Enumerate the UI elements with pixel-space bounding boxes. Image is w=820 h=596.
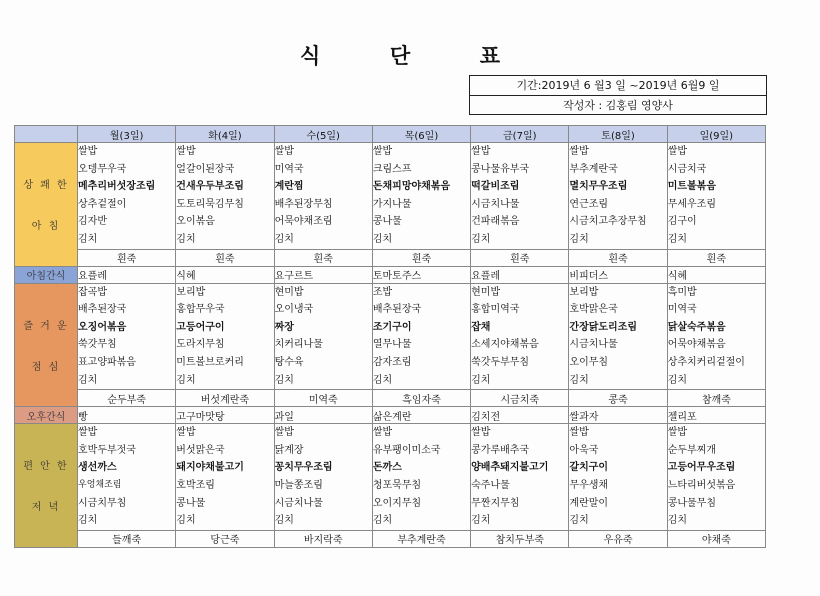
menu-item: 크림스프 xyxy=(372,163,412,175)
menu-item: 무우생채 xyxy=(569,479,609,491)
menu-item: 시금치고추장무침 xyxy=(569,216,647,228)
menu-item: 미역국 xyxy=(274,163,304,175)
snack-item: 김치전 xyxy=(471,407,569,424)
snack-item: 삶은계란 xyxy=(372,407,470,424)
menu-item: 배추된장무침 xyxy=(274,198,333,210)
porridge-item: 콩죽 xyxy=(569,390,667,407)
menu-item: 쌀밥 xyxy=(274,146,294,157)
menu-item: 호박맑은국 xyxy=(569,304,618,316)
menu-item: 콩나물무침 xyxy=(667,497,716,509)
menu-item: 쌀밥 xyxy=(471,427,491,439)
menu-item: 보리밥 xyxy=(176,286,206,298)
menu-item: 소세지야채볶음 xyxy=(471,339,539,351)
menu-item: 계란말이 xyxy=(569,497,609,509)
menu-item: 느타리버섯볶음 xyxy=(667,479,736,491)
menu-item: 어묵야채볶음 xyxy=(667,339,726,351)
dinner-day-cell xyxy=(176,424,274,531)
menu-item: 김치 xyxy=(471,374,491,386)
menu-item: 홍합무우국 xyxy=(176,304,225,316)
menu-item: 시금치무침 xyxy=(78,497,127,509)
snack-item: 식혜 xyxy=(176,266,274,283)
menu-item: 조밥 xyxy=(372,286,393,298)
snack-item: 토마토주스 xyxy=(372,266,470,283)
snack-item: 요플레 xyxy=(471,266,569,283)
porridge-item: 시금치죽 xyxy=(471,390,569,407)
dinner-label-line: 편 안 한 xyxy=(23,461,69,473)
menu-item: 감자조림 xyxy=(372,356,412,368)
menu-item: 호박두부젓국 xyxy=(78,444,136,456)
breakfast-row xyxy=(15,143,766,250)
porridge-item: 흰죽 xyxy=(78,249,176,266)
porridge-item: 참치두부죽 xyxy=(471,530,569,547)
menu-item: 우엉채조림 xyxy=(78,479,122,490)
menu-item: 쌀밥 xyxy=(372,146,393,157)
menu-item: 오뎅무우국 xyxy=(78,163,127,175)
morning-snack-label: 아침간식 xyxy=(15,266,78,283)
lunch-label-line: 점 심 xyxy=(31,361,61,373)
menu-item: 김치 xyxy=(176,233,196,245)
menu-item: 버섯맑은국 xyxy=(176,444,225,456)
menu-item: 쌀밥 xyxy=(78,427,98,439)
menu-item: 무세우조림 xyxy=(667,198,716,210)
menu-item: 쑥갓두부무침 xyxy=(471,356,530,368)
lunch-day-cell xyxy=(78,283,176,390)
menu-item: 김치 xyxy=(372,233,393,245)
menu-item: 시금치국 xyxy=(667,163,707,175)
dinner-day-cell xyxy=(78,424,176,531)
breakfast-label-text xyxy=(15,176,77,232)
menu-item: 쌀밥 xyxy=(667,427,688,439)
header-corner xyxy=(15,126,78,143)
menu-item: 돼지야채불고기 xyxy=(176,462,244,474)
dinner-day-cell xyxy=(274,424,372,531)
day-header: 월(3일) xyxy=(78,126,176,143)
porridge-item: 순두부죽 xyxy=(78,390,176,407)
menu-item: 쌀밥 xyxy=(569,146,589,157)
day-header: 일(9일) xyxy=(667,126,765,143)
snack-item: 식혜 xyxy=(667,266,765,283)
menu-item: 현미밥 xyxy=(471,286,501,298)
menu-item: 가지나물 xyxy=(372,198,412,210)
meal-table xyxy=(14,125,766,548)
menu-item: 김치 xyxy=(176,515,196,527)
period-text: 기간:2019년 6 월3 일 ~2019년 6월9 일 xyxy=(516,79,720,92)
menu-item: 쑥갓무침 xyxy=(78,339,117,351)
menu-item: 어묵야채조림 xyxy=(274,216,333,228)
breakfast-porridge-row xyxy=(15,249,766,266)
lunch-label-text xyxy=(15,317,77,373)
snack-item: 젤리포 xyxy=(667,407,765,424)
menu-item: 김치 xyxy=(372,374,393,386)
breakfast-label-line: 아 침 xyxy=(31,221,61,233)
menu-item: 콩나물 xyxy=(176,497,206,509)
menu-item: 오이볶음 xyxy=(176,216,215,228)
menu-item: 부추계란국 xyxy=(569,163,618,175)
porridge-item: 흰죽 xyxy=(471,249,569,266)
snack-item: 고구마맛탕 xyxy=(176,407,274,424)
breakfast-day-cell xyxy=(569,143,667,250)
porridge-item: 바지락죽 xyxy=(274,530,372,547)
menu-item: 탕수육 xyxy=(274,356,304,368)
lunch-label xyxy=(15,283,78,407)
porridge-item: 들깨죽 xyxy=(78,530,176,547)
menu-item: 미역국 xyxy=(667,304,697,316)
menu-item: 쌀밥 xyxy=(176,146,196,157)
menu-item: 흑미밥 xyxy=(667,286,697,298)
menu-item: 김치 xyxy=(569,515,589,527)
lunch-day-cell xyxy=(372,283,470,390)
menu-item: 현미밥 xyxy=(274,286,304,298)
menu-item: 김치 xyxy=(372,515,393,527)
porridge-item: 흑임자죽 xyxy=(372,390,470,407)
menu-item: 잡채 xyxy=(471,321,491,333)
menu-item: 고등어구이 xyxy=(176,321,225,333)
lunch-day-cell xyxy=(569,283,667,390)
menu-item: 배추된장국 xyxy=(372,304,422,316)
menu-item: 호박조림 xyxy=(176,479,215,491)
breakfast-day-cell xyxy=(274,143,372,250)
menu-item: 오이무침 xyxy=(569,356,609,368)
menu-item: 시금치나물 xyxy=(569,339,618,351)
menu-item: 아욱국 xyxy=(569,444,599,456)
porridge-item: 흰죽 xyxy=(176,249,274,266)
porridge-item: 당근죽 xyxy=(176,530,274,547)
lunch-porridge-row xyxy=(15,390,766,407)
dinner-label xyxy=(15,424,78,548)
breakfast-label xyxy=(15,143,78,267)
snack-item: 요구르트 xyxy=(274,266,372,283)
menu-item: 도토리묵김무침 xyxy=(176,198,244,210)
dinner-porridge-row xyxy=(15,530,766,547)
menu-item: 숙주나물 xyxy=(471,479,510,491)
lunch-day-cell xyxy=(176,283,274,390)
menu-item: 콩가루배추국 xyxy=(471,444,530,456)
menu-item: 김치 xyxy=(274,374,294,386)
lunch-day-cell xyxy=(667,283,765,390)
breakfast-day-cell xyxy=(176,143,274,250)
breakfast-day-cell xyxy=(471,143,569,250)
dinner-row xyxy=(15,424,766,531)
dinner-day-cell xyxy=(471,424,569,531)
menu-item: 메추리버섯장조림 xyxy=(78,181,156,193)
menu-item: 얼갈이된장국 xyxy=(176,163,235,175)
porridge-item: 흰죽 xyxy=(274,249,372,266)
menu-item: 미트볼볶음 xyxy=(667,181,716,193)
lunch-label-line: 즐 거 운 xyxy=(23,320,69,332)
breakfast-day-cell xyxy=(667,143,765,250)
menu-item: 고등어무우조림 xyxy=(667,462,736,474)
porridge-item: 참깨죽 xyxy=(667,390,765,407)
menu-item: 시금치나물 xyxy=(274,497,323,509)
menu-item: 김치 xyxy=(274,233,294,245)
menu-item: 돈까스 xyxy=(372,462,402,474)
menu-item: 생선까스 xyxy=(78,462,117,474)
menu-item: 잡곡밥 xyxy=(78,286,107,298)
porridge-item: 야채죽 xyxy=(667,530,765,547)
breakfast-day-cell xyxy=(78,143,176,250)
snack-item: 비피더스 xyxy=(569,266,667,283)
menu-item: 유부팽이미소국 xyxy=(372,444,441,456)
dinner-day-cell xyxy=(667,424,765,531)
menu-item: 배추된장국 xyxy=(78,304,127,316)
menu-item: 짜장 xyxy=(274,321,294,333)
lunch-day-cell xyxy=(274,283,372,390)
menu-item: 닭살숙주볶음 xyxy=(667,321,726,333)
porridge-item: 우유죽 xyxy=(569,530,667,547)
menu-item: 김구이 xyxy=(667,216,697,228)
menu-item: 쌀밥 xyxy=(78,146,98,157)
menu-item: 쌀밥 xyxy=(569,427,589,439)
dinner-label-text xyxy=(15,457,77,513)
breakfast-day-cell xyxy=(372,143,470,250)
menu-item: 건새우두부조림 xyxy=(176,181,244,193)
title-char: 표 xyxy=(479,44,500,68)
menu-item: 멸치무우조림 xyxy=(569,181,628,193)
menu-item: 쌀밥 xyxy=(667,146,688,157)
porridge-item: 흰죽 xyxy=(372,249,470,266)
menu-item: 갈치구이 xyxy=(569,462,609,474)
menu-item: 상추겉절이 xyxy=(78,198,127,210)
menu-item: 김치 xyxy=(78,515,98,527)
menu-item: 김치 xyxy=(667,233,688,245)
menu-item: 닭계장 xyxy=(274,444,304,456)
menu-item: 계란찜 xyxy=(274,181,304,193)
menu-item: 홍합미역국 xyxy=(471,304,520,316)
day-header: 화(4일) xyxy=(176,126,274,143)
menu-item: 김치 xyxy=(569,374,589,386)
dinner-day-cell xyxy=(372,424,470,531)
menu-item: 쌀밥 xyxy=(471,146,491,157)
afternoon-snack-label: 오후간식 xyxy=(15,407,78,424)
menu-item: 김치 xyxy=(274,515,294,527)
menu-item: 표고양파볶음 xyxy=(78,356,136,368)
menu-item: 도라지무침 xyxy=(176,339,225,351)
menu-item: 김자반 xyxy=(78,216,107,228)
snack-item: 과일 xyxy=(274,407,372,424)
title-char: 단 xyxy=(389,44,411,68)
header-row xyxy=(15,126,766,143)
menu-item: 오징어볶음 xyxy=(78,321,127,333)
menu-item: 무짠지무침 xyxy=(471,497,520,509)
menu-item: 콩나물유부국 xyxy=(471,163,530,175)
menu-item: 쌀밥 xyxy=(176,427,196,439)
porridge-item: 흰죽 xyxy=(667,249,765,266)
menu-item: 오이냉국 xyxy=(274,304,314,316)
afternoon-snack-row xyxy=(15,407,766,424)
menu-item: 김치 xyxy=(667,374,688,386)
snack-item: 쌀과자 xyxy=(569,407,667,424)
menu-item: 미트볼브로커리 xyxy=(176,356,244,368)
menu-item: 시금치나물 xyxy=(471,198,520,210)
menu-item: 쌀밥 xyxy=(372,427,393,439)
menu-item: 상추치커리겉절이 xyxy=(667,356,745,368)
menu-item: 마늘쫑조림 xyxy=(274,479,323,491)
menu-item: 치커리나물 xyxy=(274,339,323,351)
menu-item: 돈채피망야채볶음 xyxy=(372,181,451,193)
page-title xyxy=(300,40,500,70)
menu-item: 보리밥 xyxy=(569,286,599,298)
breakfast-label-line: 상 쾌 한 xyxy=(23,180,69,192)
menu-item: 콩나물 xyxy=(372,216,402,228)
menu-item: 양배추돼지불고기 xyxy=(471,462,549,474)
dinner-day-cell xyxy=(569,424,667,531)
menu-item: 김치 xyxy=(471,233,491,245)
menu-item: 오이지무침 xyxy=(372,497,422,509)
day-header: 수(5일) xyxy=(274,126,372,143)
menu-item: 떡갈비조림 xyxy=(471,181,520,193)
menu-item: 김치 xyxy=(78,233,98,245)
menu-item: 김치 xyxy=(176,374,196,386)
menu-item: 간장닭도리조림 xyxy=(569,321,638,333)
menu-item: 김치 xyxy=(78,374,98,386)
info-box xyxy=(469,75,767,115)
porridge-item: 흰죽 xyxy=(569,249,667,266)
snack-item: 빵 xyxy=(78,407,176,424)
menu-item: 열무나물 xyxy=(372,339,412,351)
day-header: 금(7일) xyxy=(471,126,569,143)
title-char: 식 xyxy=(300,44,321,68)
menu-item: 연근조림 xyxy=(569,198,609,210)
menu-item: 김치 xyxy=(667,515,688,527)
menu-item: 꽁치무우조림 xyxy=(274,462,333,474)
porridge-item: 미역죽 xyxy=(274,390,372,407)
dinner-label-line: 저 녁 xyxy=(31,502,61,514)
menu-item: 김치 xyxy=(569,233,589,245)
menu-item: 조기구이 xyxy=(372,321,412,333)
day-header: 목(6일) xyxy=(372,126,470,143)
day-header: 토(8일) xyxy=(569,126,667,143)
porridge-item: 버섯계란죽 xyxy=(176,390,274,407)
morning-snack-row xyxy=(15,266,766,283)
menu-item: 건파래볶음 xyxy=(471,216,520,228)
author-text: 작성자 : 김홍림 영양사 xyxy=(470,95,766,114)
menu-item: 순두부찌개 xyxy=(667,444,716,456)
lunch-row xyxy=(15,283,766,390)
snack-item: 요플레 xyxy=(78,266,176,283)
menu-item: 청포묵무침 xyxy=(372,479,422,491)
porridge-item: 부추계란죽 xyxy=(372,530,470,547)
menu-item: 김치 xyxy=(471,515,491,527)
lunch-day-cell xyxy=(471,283,569,390)
menu-item: 쌀밥 xyxy=(274,427,294,439)
